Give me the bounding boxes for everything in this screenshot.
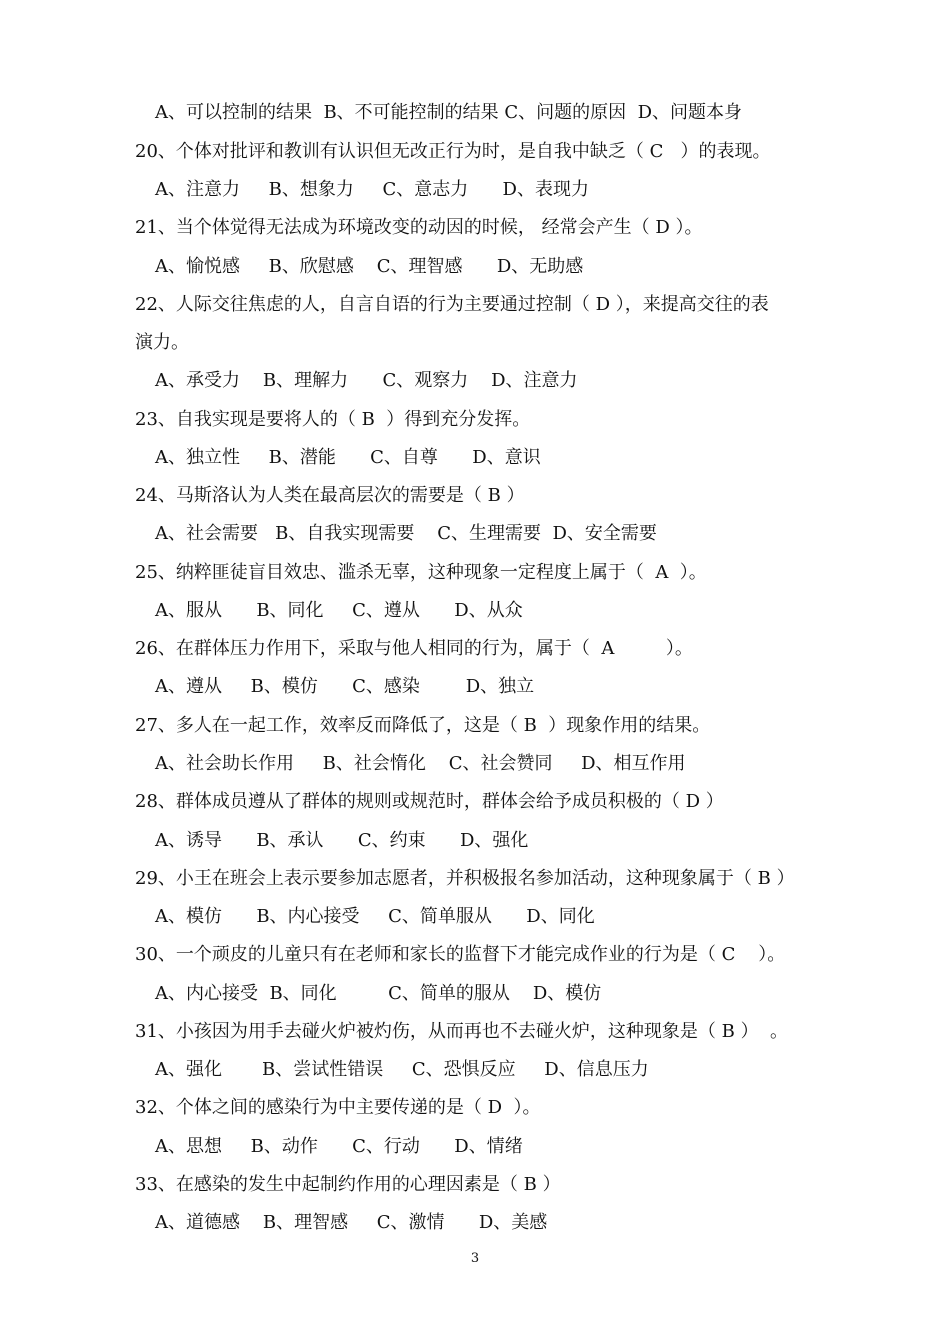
option-line-q30: A、内心接受 B、同化 C、简单的服从 D、模仿: [155, 983, 602, 1004]
question-29: 29、小王在班会上表示要参加志愿者，并积极报名参加活动，这种现象属于（ B ）: [135, 868, 795, 889]
question-27: 27、多人在一起工作，效率反而降低了，这是（ B ）现象作用的结果。: [135, 715, 711, 736]
option-line-q25: A、服从 B、同化 C、遵从 D、从众: [155, 600, 523, 621]
option-line-q26: A、遵从 B、模仿 C、感染 D、独立: [155, 676, 535, 697]
option-line-q27: A、社会助长作用 B、社会惰化 C、社会赞同 D、相互作用: [155, 753, 686, 774]
option-line-q33: A、道德感 B、理智感 C、激情 D、美感: [155, 1212, 548, 1233]
option-line-q21: A、愉悦感 B、欣慰感 C、理智感 D、无助感: [155, 256, 584, 277]
option-line-q29: A、模仿 B、内心接受 C、简单服从 D、同化: [155, 906, 595, 927]
question-33: 33、在感染的发生中起制约作用的心理因素是（ B ）: [135, 1174, 561, 1195]
option-line-q20: A、注意力 B、想象力 C、意志力 D、表现力: [155, 179, 589, 200]
question-22: 22、人际交往焦虑的人，自言自语的行为主要通过控制（ D ），来提高交往的表: [135, 294, 769, 315]
option-line-q19: A、可以控制的结果 B、不可能控制的结果 C、问题的原因 D、问题本身: [155, 102, 743, 123]
question-31: 31、小孩因为用手去碰火炉被灼伤，从而再也不去碰火炉，这种现象是（ B ） 。: [135, 1021, 789, 1042]
question-23: 23、自我实现是要将人的（ B ）得到充分发挥。: [135, 409, 531, 430]
question-21: 21、当个体觉得无法成为环境改变的动因的时候， 经常会产生（ D ）。: [135, 217, 703, 238]
option-line-q28: A、诱导 B、承认 C、约束 D、强化: [155, 830, 529, 851]
page-number: 3: [470, 1251, 480, 1266]
question-22-continued: 演力。: [135, 332, 189, 353]
option-line-q22: A、承受力 B、理解力 C、观察力 D、注意力: [155, 370, 578, 391]
question-26: 26、在群体压力作用下，采取与他人相同的行为，属于（ A ）。: [135, 638, 693, 659]
option-line-q23: A、独立性 B、潜能 C、自尊 D、意识: [155, 447, 541, 468]
question-30: 30、一个顽皮的儿童只有在老师和家长的监督下才能完成作业的行为是（ C ）。: [135, 944, 786, 965]
question-28: 28、群体成员遵从了群体的规则或规范时，群体会给予成员积极的（ D ）: [135, 791, 724, 812]
question-20: 20、个体对批评和教训有认识但无改正行为时，是自我中缺乏（ C ）的表现。: [135, 141, 771, 162]
option-line-q24: A、社会需要 B、自我实现需要 C、生理需要 D、安全需要: [155, 523, 657, 544]
option-line-q31: A、强化 B、尝试性错误 C、恐惧反应 D、信息压力: [155, 1059, 649, 1080]
question-24: 24、马斯洛认为人类在最高层次的需要是（ B ）: [135, 485, 525, 506]
option-line-q32: A、思想 B、动作 C、行动 D、情绪: [155, 1136, 523, 1157]
question-25: 25、纳粹匪徒盲目效忠、滥杀无辜，这种现象一定程度上属于（ A ）。: [135, 562, 707, 583]
question-32: 32、个体之间的感染行为中主要传递的是（ D ）。: [135, 1097, 541, 1118]
